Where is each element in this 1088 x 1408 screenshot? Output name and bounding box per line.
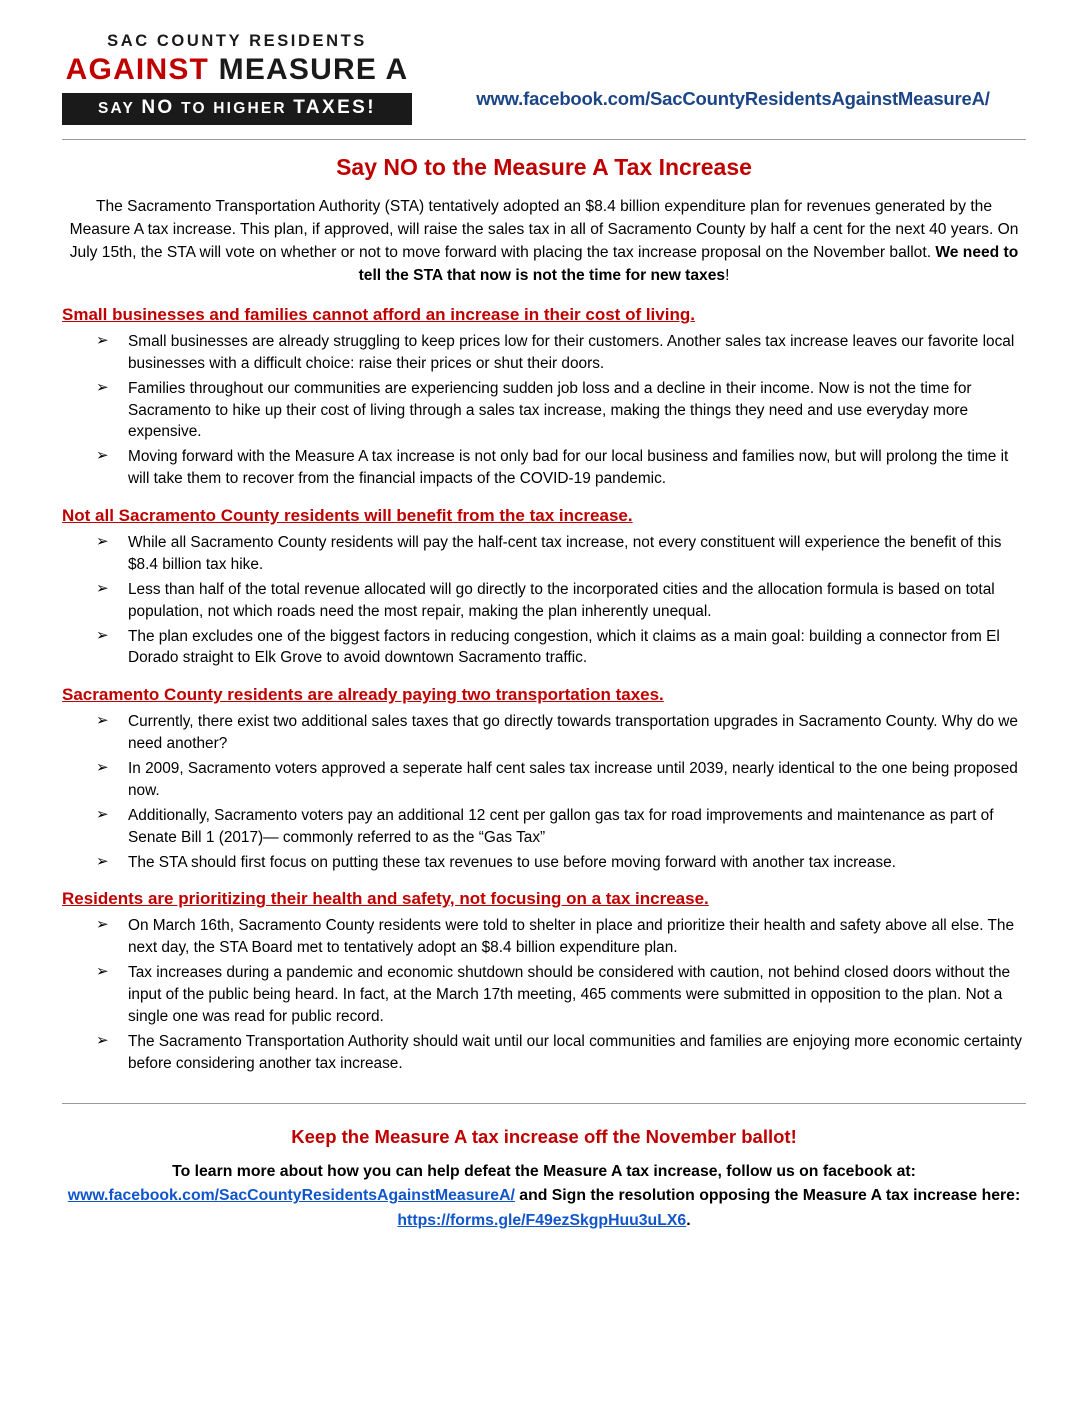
footer-line-1: To learn more about how you can help defeat the Measure A tax increase, follow us on facebook at: — [172, 1162, 916, 1180]
section-heading-4: Residents are prioritizing their health and safety, not focusing on a tax increase. — [62, 889, 709, 909]
bullet-text: In 2009, Sacramento voters approved a seperate half cent sales tax increase until 2039, nearly identical to the one being proposed now. — [128, 760, 1018, 799]
footer-body — [62, 1160, 1026, 1233]
bullet-text: Tax increases during a pandemic and economic shutdown should be considered with caution, not behind closed doors without the input of the public being heard. In fact, at the March 17th meeting, 465 comments were submitted in opposition to the plan. Not a single one was read for public record. — [128, 964, 1011, 1025]
list-item — [90, 915, 1026, 959]
arrow-bullet-icon: ➢ — [96, 712, 109, 730]
bullet-text: The Sacramento Transportation Authority should wait until our local communities and families are enjoying more economic certainty before considering another tax increase. — [128, 1032, 1022, 1072]
section-bullets-1 — [62, 331, 1026, 490]
list-item — [90, 626, 1026, 670]
section-heading-1: Small businesses and families cannot afford an increase in their cost of living. — [62, 304, 695, 324]
logo-to-higher-text: TO HIGHER — [181, 99, 287, 117]
list-item — [90, 579, 1026, 623]
bullet-text: On March 16th, Sacramento County residents were told to shelter in place and prioritize their health and safety above all else. The next day, the STA Board met to tentatively adopt an $8.4 billion expenditure plan. — [128, 917, 1015, 957]
logo-say-text: SAY — [98, 99, 135, 117]
section-heading-2: Not all Sacramento County residents will benefit from the tax increase. — [62, 506, 633, 526]
logo-line-1: SAC COUNTY RESIDENTS — [107, 32, 367, 50]
arrow-bullet-icon: ➢ — [96, 805, 109, 823]
section-heading-3: Sacramento County residents are already paying two transportation taxes. — [62, 685, 664, 705]
logo-against-text: AGAINST — [65, 53, 210, 87]
bullet-text: While all Sacramento County residents will pay the half-cent tax increase, not every constituent will experience the benefit of this $8.4 billion tax hike. — [128, 534, 1002, 573]
header-divider — [62, 139, 1026, 140]
arrow-bullet-icon: ➢ — [96, 579, 109, 597]
logo-tagline-bar — [62, 93, 412, 125]
bullet-text: Additionally, Sacramento voters pay an additional 12 cent per gallon gas tax for road improvements and maintenance as part of Senate Bill 1 (2017)— commonly referred to as the “Gas Tax” — [128, 806, 994, 846]
section-bullets-4 — [62, 915, 1026, 1074]
bullet-text: The plan excludes one of the biggest factors in reducing congestion, which it claims as a main goal: building a connector from El Dorado straight to Elk Grove to avoid downtown Sacramento traffic. — [128, 627, 1000, 667]
arrow-bullet-icon: ➢ — [96, 447, 109, 465]
footer-facebook-link[interactable]: www.facebook.com/SacCountyResidentsAgainstMeasureA/ — [67, 1187, 515, 1205]
arrow-bullet-icon: ➢ — [96, 916, 109, 934]
arrow-bullet-icon: ➢ — [96, 759, 109, 777]
list-item — [90, 852, 1026, 874]
arrow-bullet-icon: ➢ — [96, 626, 109, 644]
footer-mid-text: and Sign the resolution opposing the Measure A tax increase here: — [514, 1187, 1021, 1205]
arrow-bullet-icon: ➢ — [96, 963, 109, 981]
footer-period: . — [686, 1211, 691, 1229]
section-bullets-2 — [62, 532, 1026, 669]
intro-bold-text: We need to tell the STA that now is not the time for new taxes — [358, 243, 1019, 284]
section-bullets-3 — [62, 711, 1026, 873]
header-facebook-url[interactable]: www.facebook.com/SacCountyResidentsAgainstMeasureA/ — [476, 88, 990, 109]
list-item — [90, 805, 1026, 849]
list-item — [90, 1031, 1026, 1075]
list-item — [90, 758, 1026, 802]
arrow-bullet-icon: ➢ — [96, 1031, 109, 1049]
logo-measure-text: MEASURE A — [218, 53, 409, 87]
bullet-text: Small businesses are already struggling to keep prices low for their customers. Another sales tax increase leaves our favorite local businesses with a difficult choice: raise their prices or shut their doors. — [128, 332, 1015, 372]
page-header — [62, 26, 1026, 135]
arrow-bullet-icon: ➢ — [96, 852, 109, 870]
intro-tail: ! — [725, 266, 730, 284]
campaign-logo — [62, 26, 412, 125]
list-item — [90, 962, 1026, 1028]
footer-form-link[interactable]: https://forms.gle/F49ezSkgpHuu3uLX6 — [397, 1211, 687, 1229]
logo-line-2 — [62, 53, 412, 87]
logo-no-text: NO — [141, 96, 175, 118]
intro-text: The Sacramento Transportation Authority (STA) tentatively adopted an $8.4 billion expenditure plan for revenues generated by the Measure A tax increase. This plan, if approved, will raise the sales tax in all of Sacramento County by half a cent for the next 40 years. On July 15th, the STA will vote on whether or not to move forward with placing the tax increase proposal on the November ballot. — [69, 197, 1019, 261]
bullet-text: Less than half of the total revenue allocated will go directly to the incorporated cities and the allocation formula is based on total population, not which roads need the most repair, making the plan inherently unequal. — [128, 580, 995, 620]
arrow-bullet-icon: ➢ — [96, 378, 109, 396]
arrow-bullet-icon: ➢ — [96, 331, 109, 349]
footer-headline: Keep the Measure A tax increase off the November ballot! — [291, 1125, 797, 1147]
list-item — [90, 711, 1026, 755]
bullet-text: Moving forward with the Measure A tax increase is not only bad for our local business and families now, but will prolong the time it will take them to recover from the financial impacts of the COVID-19 pandemic. — [128, 448, 1009, 488]
list-item — [90, 331, 1026, 375]
bullet-text: Families throughout our communities are experiencing sudden job loss and a decline in their income. Now is not the time for Sacramento to hike up their cost of living through a sales tax increase, making the things they need and use everyday more expensive. — [128, 379, 972, 441]
list-item — [90, 378, 1026, 444]
arrow-bullet-icon: ➢ — [96, 533, 109, 551]
logo-taxes-text: TAXES! — [293, 96, 376, 118]
page-title: Say NO to the Measure A Tax Increase — [336, 153, 752, 180]
list-item — [90, 446, 1026, 490]
bullet-text: Currently, there exist two additional sales taxes that go directly towards transportation upgrades in Sacramento County. Why do we need another? — [128, 713, 1018, 753]
bullet-text: The STA should first focus on putting these tax revenues to use before moving forward with another tax increase. — [128, 853, 896, 871]
intro-paragraph — [68, 195, 1020, 287]
list-item — [90, 532, 1026, 576]
footer-divider — [62, 1103, 1026, 1104]
